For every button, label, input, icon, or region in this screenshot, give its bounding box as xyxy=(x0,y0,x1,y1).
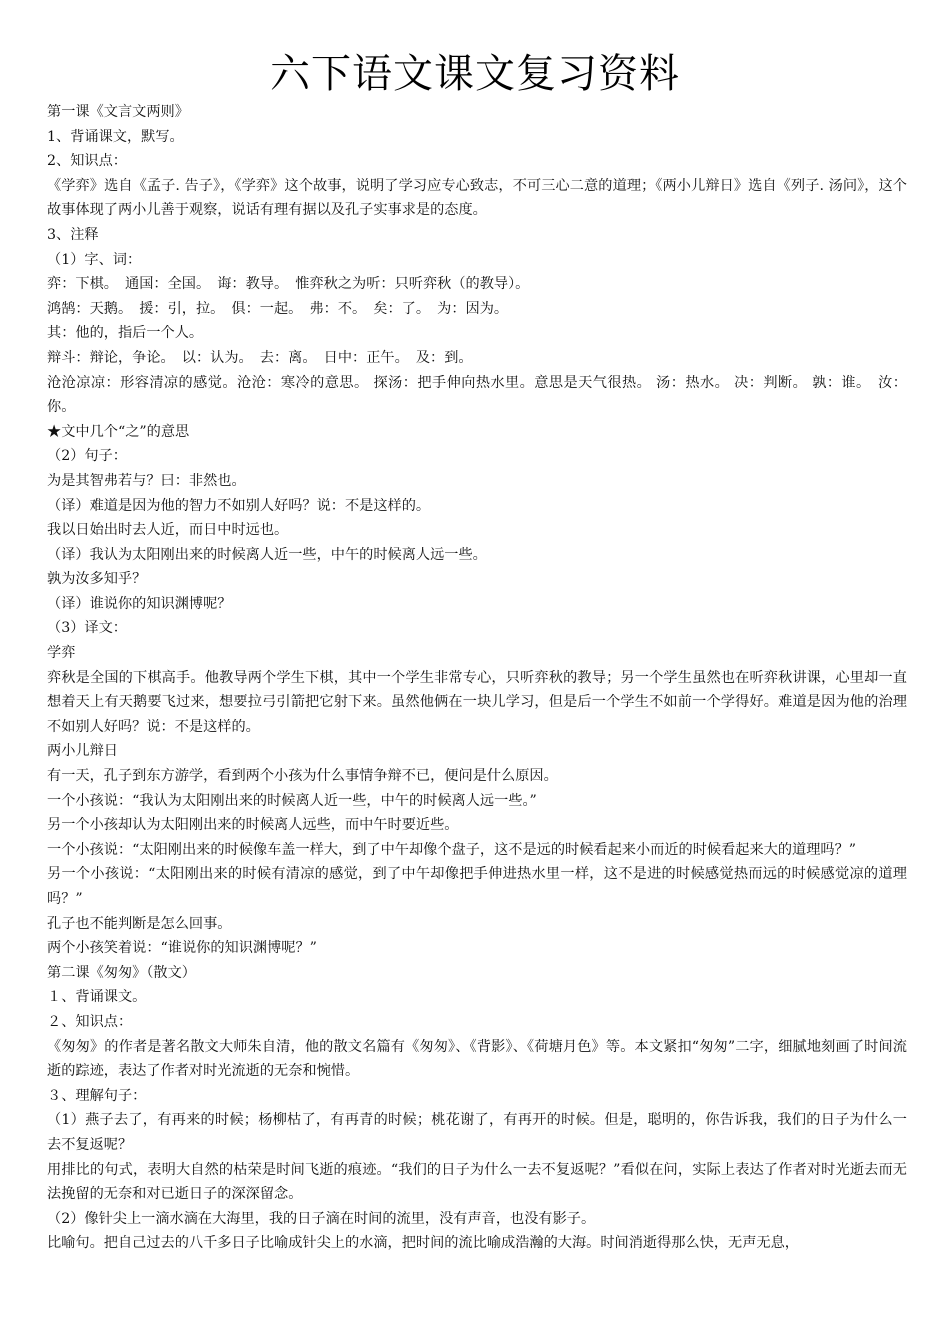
text-line: （2）像针尖上一滴水滴在大海里，我的日子滴在时间的流里，没有声音，也没有影子。 xyxy=(47,1210,596,1227)
text-line: 其：他的，指后一个人。 xyxy=(47,325,204,342)
text-line: （译）难道是因为他的智力不如别人好吗？说：不是这样的。 xyxy=(47,497,431,514)
text-line: 另一个小孩却认为太阳刚出来的时候离人远些，而中午时要近些。 xyxy=(47,817,459,834)
text-line: １、背诵课文。 xyxy=(47,989,147,1006)
text-line: （译）我认为太阳刚出来的时候离人近一些，中午的时候离人远一些。 xyxy=(47,546,487,563)
text-line: ３、理解句子： xyxy=(47,1087,147,1104)
text-line: 3、注释 xyxy=(47,226,99,243)
text-line: （1）字、词： xyxy=(47,251,142,268)
text-line: 我以日始出时去人近，而日中时远也。 xyxy=(47,522,289,539)
text-line: （译）谁说你的知识渊博呢？ xyxy=(47,595,232,612)
text-line: （1）燕子去了，有再来的时候；杨柳枯了，有再青的时候；桃花谢了，有再开的时候。但是，聪明的，你告诉我，我们的日子为什么一去不复返呢？ xyxy=(47,1112,907,1153)
text-line: 1、背诵课文，默写。 xyxy=(47,128,184,145)
text-line: 孰为汝多知乎？ xyxy=(47,571,147,588)
text-line: 孔子也不能判断是怎么回事。 xyxy=(47,915,232,932)
text-line: ★文中几个“之”的意思 xyxy=(47,423,190,440)
text-line: （3）译文： xyxy=(47,620,127,637)
text-line: 《学弈》选自《孟子. 告子》，《学弈》这个故事，说明了学习应专心致志，不可三心二意的道理；《两小儿辩日》选自《列子. 汤问》，这个故事体现了两小儿善于观察，说话有理有据以及孔子实事求是的态度。 xyxy=(47,177,907,219)
text-line: ２、知识点： xyxy=(47,1013,133,1030)
text-line: 一个小孩说：“太阳刚出来的时候像车盖一样大，到了中午却像个盘子，这不是远的时候看起来小而近的时候看起来大的道理吗？” xyxy=(47,841,857,858)
text-line: 《匆匆》的作者是著名散文大师朱自清，他的散文名篇有《匆匆》、《背影》、《荷塘月色》等。本文紧扣“匆匆”二字，细腻地刻画了时间流逝的踪迹，表达了作者对时光流逝的无奈和惋惜。 xyxy=(47,1038,907,1080)
text-line: 2、知识点： xyxy=(47,153,127,170)
text-line: 用排比的句式，表明大自然的枯荣是时间飞逝的痕迹。“我们的日子为什么一去不复返呢？”看似在问，实际上表达了作者对时光逝去而无法挽留的无奈和对已逝日子的深深留念。 xyxy=(47,1161,907,1203)
text-line: 有一天，孔子到东方游学，看到两个小孩为什么事情争辩不已，便问是什么原因。 xyxy=(47,768,558,785)
text-line: 比喻句。把自己过去的八千多日子比喻成针尖上的水滴，把时间的流比喻成浩瀚的大海。时间消逝得那么快，无声无息， xyxy=(47,1235,799,1252)
document-title: 六下语文课文复习资料 xyxy=(270,51,680,97)
text-line: 第二课《匆匆》（散文） xyxy=(47,964,196,981)
text-line: 学弈 xyxy=(47,645,76,662)
text-line: （2）句子： xyxy=(47,448,127,465)
text-line: 弈秋是全国的下棋高手。他教导两个学生下棋，其中一个学生非常专心，只听弈秋的教导；另一个学生虽然也在听弈秋讲课，心里却一直想着天上有天鹅要飞过来，想要拉弓引箭把它射下来。虽然他俩在一块儿学习，但是后一个学生不如前一个学得好。难道是因为他的治理不如别人好吗？说：不是这样的。 xyxy=(47,669,907,735)
document-body xyxy=(47,100,907,1256)
text-line: 弈：下棋。 通国：全国。 诲：教导。 惟弈秋之为听：只听弈秋（的教导）。 xyxy=(47,276,530,293)
text-line: 辩斗：辩论，争论。 以：认为。 去：离。 日中：正午。 及：到。 xyxy=(47,349,473,366)
text-line: 第一课《文言文两则》 xyxy=(47,104,189,120)
text-line: 两小儿辩日 xyxy=(47,743,118,760)
text-line: 沧沧凉凉：形容清凉的感觉。沧沧：寒冷的意思。 探汤：把手伸向热水里。意思是天气很热。 汤：热水。 决：判断。 孰：谁。 汝：你。 xyxy=(47,374,907,416)
text-line: 一个小孩说：“我认为太阳刚出来的时候离人近一些，中午的时候离人远一些。” xyxy=(47,792,537,809)
text-line: 另一个小孩说：“太阳刚出来的时候有清凉的感觉，到了中午却像把手伸进热水里一样，这不是进的时候感觉热而远的时候感觉凉的道理吗？” xyxy=(47,866,907,907)
text-line: 为是其智弗若与？曰：非然也。 xyxy=(47,472,246,489)
text-line: 两个小孩笑着说：“谁说你的知识渊博呢？” xyxy=(47,940,317,957)
text-line: 鸿鹄：天鹅。 援：引，拉。 俱：一起。 弗：不。 矣：了。 为：因为。 xyxy=(47,300,509,317)
